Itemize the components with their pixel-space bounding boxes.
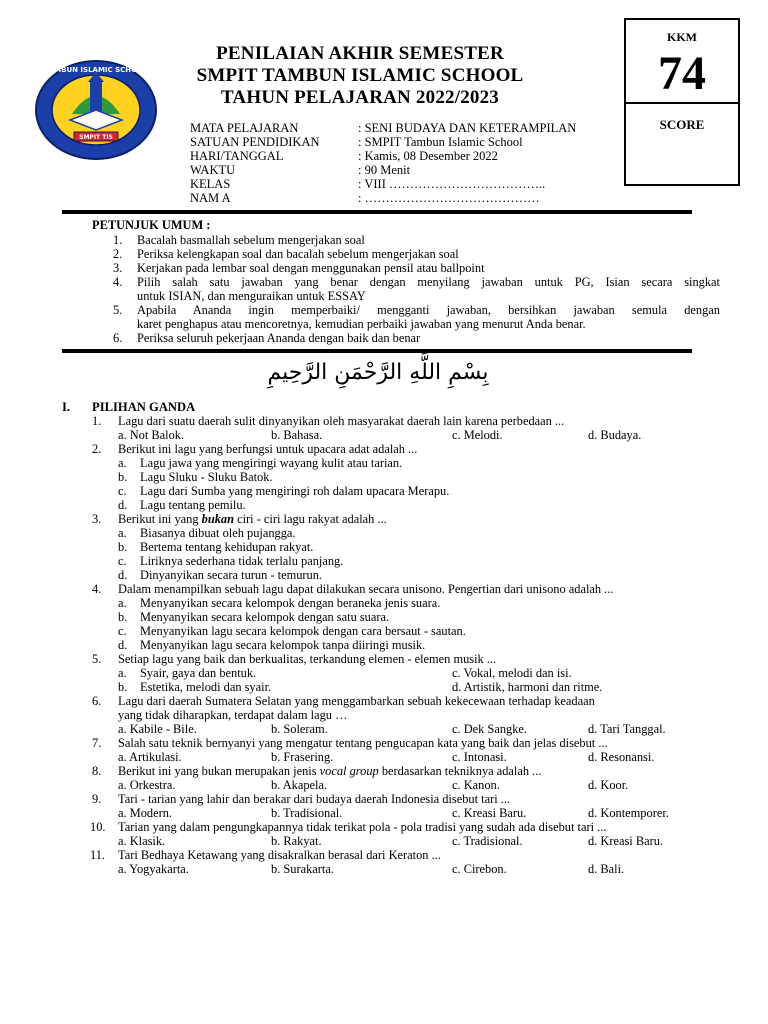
option-c[interactable]: Liriknya sederhana tidak terlalu panjang. <box>140 554 344 568</box>
instr-text: Bacalah basmallah sebelum mengerjakan soal <box>137 233 365 247</box>
option-a[interactable]: a. Not Balok. <box>118 428 185 442</box>
school-logo <box>34 58 158 162</box>
question-text <box>118 512 387 526</box>
option-c[interactable]: c. Melodi. <box>452 428 503 442</box>
instr-text: untuk ISIAN, dan menguraikan untuk ESSAY <box>137 289 366 303</box>
option-d[interactable]: d. Kontemporer. <box>588 806 669 820</box>
option-d[interactable]: d. Budaya. <box>588 428 642 442</box>
option-c[interactable]: c. Kreasi Baru. <box>452 806 527 820</box>
option-letter[interactable]: d. <box>118 498 128 512</box>
logo-banner-text: SMPIT TIS <box>79 134 113 141</box>
instr-text: Kerjakan pada lembar soal dengan menggunakan pensil atau ballpoint <box>137 261 485 275</box>
info-value: : Kamis, 08 Desember 2022 <box>358 149 498 163</box>
option-b[interactable]: Bertema tentang kehidupan rakyat. <box>140 540 314 554</box>
option-b[interactable]: b. Rakyat. <box>271 834 322 848</box>
option-b[interactable]: b. Surakarta. <box>271 862 334 876</box>
option-b[interactable]: Estetika, melodi dan syair. <box>140 680 272 694</box>
option-a[interactable]: Syair, gaya dan bentuk. <box>140 666 257 680</box>
question-text: Tari - tarian yang lahir dan berakar dari budaya daerah Indonesia disebut tari ... <box>118 792 511 806</box>
option-b[interactable]: b. Akapela. <box>271 778 328 792</box>
question-number: 2. <box>92 442 102 456</box>
option-letter[interactable]: a. <box>118 666 127 680</box>
kkm-score-box <box>624 18 740 186</box>
score-label: SCORE <box>659 117 705 132</box>
option-b[interactable]: Menyanyikan secara kelompok dengan satu suara. <box>140 610 390 624</box>
instr-text: Apabila Ananda ingin memperbaiki/ mengganti jawaban, bersihkan jawaban semula dengan <box>137 303 720 317</box>
option-c[interactable]: Lagu dari Sumba yang mengiringi roh dalam upacara Merapu. <box>140 484 450 498</box>
info-key: KELAS <box>190 177 231 191</box>
question-text: Lagu dari daerah Sumatera Selatan yang menggambarkan sebuah kekecewaan terhadap keadaan <box>118 694 595 708</box>
option-b[interactable]: b. Bahasa. <box>271 428 323 442</box>
option-b[interactable]: b. Tradisional. <box>271 806 343 820</box>
option-a[interactable]: a. Orkestra. <box>118 778 176 792</box>
question-number: 1. <box>92 414 102 428</box>
instr-num: 3. <box>113 261 123 275</box>
instr-text: Periksa kelengkapan soal dan bacalah sebelum mengerjakan soal <box>137 247 459 261</box>
kkm-label: KKM <box>667 30 697 44</box>
option-a[interactable]: a. Modern. <box>118 806 173 820</box>
question-text: Tarian yang dalam pengungkapannya tidak terikat pola - pola tradisi yang sudah ada disebut tari ... <box>118 820 607 834</box>
option-d[interactable]: Dinyanyikan secara turun - temurun. <box>140 568 323 582</box>
question-text <box>118 764 541 778</box>
instr-text: Periksa seluruh pekerjaan Ananda dengan baik dan benar <box>137 331 421 345</box>
option-a[interactable]: a. Yogyakarta. <box>118 862 189 876</box>
option-letter[interactable]: d. <box>118 638 128 652</box>
option-c[interactable]: c. Kanon. <box>452 778 500 792</box>
section-title: PILIHAN GANDA <box>92 400 196 414</box>
logo-ring-text: TAMBUN ISLAMIC SCHOOL <box>44 66 148 74</box>
option-c[interactable]: c. Dek Sangke. <box>452 722 528 736</box>
option-letter[interactable]: a. <box>118 526 127 540</box>
option-d[interactable]: Lagu tentang pemilu. <box>140 498 246 512</box>
option-d[interactable]: d. Resonansi. <box>588 750 655 764</box>
question-number: 4. <box>92 582 102 596</box>
option-d[interactable]: Menyanyikan lagu secara kelompok tanpa diiringi musik. <box>140 638 426 652</box>
option-a[interactable]: Biasanya dibuat oleh pujangga. <box>140 526 296 540</box>
question-number: 7. <box>92 736 102 750</box>
question-number: 3. <box>92 512 102 526</box>
option-d[interactable]: d. Tari Tanggal. <box>588 722 666 736</box>
question-text-part: berdasarkan tekniknya adalah ... <box>378 764 542 778</box>
question-number: 11. <box>90 848 106 862</box>
option-c[interactable]: Menyanyikan lagu secara kelompok dengan cara bersaut - sautan. <box>140 624 466 638</box>
info-value[interactable]: : …………………………………… <box>358 191 540 205</box>
option-letter[interactable]: a. <box>118 596 127 610</box>
info-key: HARI/TANGGAL <box>190 149 284 163</box>
instr-text: karet penghapus atau mencoretnya, kemudian perbaiki jawaban yang menurut Anda benar. <box>137 317 586 331</box>
question-text: Salah satu teknik bernyanyi yang mengatur tentang pengucapan kata yang baik dan jelas disebut ... <box>118 736 608 750</box>
exam-title: PENILAIAN AKHIR SEMESTER <box>216 43 504 64</box>
question-number: 6. <box>92 694 102 708</box>
option-a[interactable]: Lagu jawa yang mengiringi wayang kulit atau tarian. <box>140 456 403 470</box>
option-letter[interactable]: b. <box>118 610 128 624</box>
instr-num: 6. <box>113 331 123 345</box>
instr-num: 1. <box>113 233 123 247</box>
question-text-part: ciri - ciri lagu rakyat adalah ... <box>234 512 387 526</box>
info-key: WAKTU <box>190 163 236 177</box>
info-value: : SMPIT Tambun Islamic School <box>358 135 523 149</box>
option-c[interactable]: c. Vokal, melodi dan isi. <box>452 666 572 680</box>
instr-text: Pilih salah satu jawaban yang benar dengan menyilang jawaban untuk PG, Isian secara singkat <box>137 275 720 289</box>
academic-year: TAHUN PELAJARAN 2022/2023 <box>220 87 500 108</box>
option-b[interactable]: b. Frasering. <box>271 750 334 764</box>
option-c[interactable]: c. Cirebon. <box>452 862 507 876</box>
option-a[interactable]: Menyanyikan secara kelompok dengan beraneka jenis suara. <box>140 596 441 610</box>
option-letter[interactable]: d. <box>118 568 128 582</box>
question-text: Lagu dari suatu daerah sulit dinyanyikan oleh masyarakat daerah lain karena perbedaan ... <box>118 414 565 428</box>
info-value: : SENI BUDAYA DAN KETERAMPILAN <box>358 121 577 135</box>
question-number: 9. <box>92 792 102 806</box>
question-number: 5. <box>92 652 102 666</box>
question-text: Berikut ini lagu yang berfungsi untuk upacara adat adalah ... <box>118 442 418 456</box>
info-key: MATA PELAJARAN <box>190 121 299 135</box>
kkm-value: 74 <box>658 47 706 100</box>
instr-num: 4. <box>113 275 123 289</box>
instr-num: 2. <box>113 247 123 261</box>
info-key: NAM A <box>190 191 231 205</box>
option-letter[interactable]: b. <box>118 470 128 484</box>
option-letter[interactable]: b. <box>118 540 128 554</box>
instructions-title: PETUNJUK UMUM : <box>92 218 211 232</box>
option-c[interactable]: c. Tradisional. <box>452 834 523 848</box>
option-letter[interactable]: b. <box>118 680 128 694</box>
bismillah-calligraphy: بِسْمِ اللَّهِ الرَّحْمَنِ الرَّحِيمِ <box>267 360 489 385</box>
option-a[interactable]: a. Kabile - Bile. <box>118 722 197 736</box>
option-d[interactable]: d. Artistik, harmoni dan ritme. <box>452 680 603 694</box>
divider <box>62 210 692 214</box>
option-d[interactable]: d. Koor. <box>588 778 629 792</box>
question-text: yang tidak diharapkan, terdapat dalam lagu … <box>118 708 348 722</box>
option-c[interactable]: c. Intonasi. <box>452 750 507 764</box>
school-name: SMPIT TAMBUN ISLAMIC SCHOOL <box>196 65 524 86</box>
question-text: Dalam menampilkan sebuah lagu dapat dilakukan secara unisono. Pengertian dari unisono adalah ... <box>118 582 614 596</box>
option-a[interactable]: a. Artikulasi. <box>118 750 182 764</box>
question-text-part: Berikut ini yang <box>118 512 202 526</box>
instr-num: 5. <box>113 303 123 317</box>
option-d[interactable]: d. Bali. <box>588 862 625 876</box>
option-letter[interactable]: a. <box>118 456 127 470</box>
option-d[interactable]: d. Kreasi Baru. <box>588 834 664 848</box>
option-letter[interactable]: c. <box>118 624 127 638</box>
option-b[interactable]: b. Soleram. <box>271 722 328 736</box>
kkm-divider <box>626 102 738 104</box>
question-emphasis: vocal group <box>319 764 379 778</box>
divider <box>62 349 692 353</box>
info-value: : 90 Menit <box>358 163 411 177</box>
info-value[interactable]: : VIII ……………………………….. <box>358 177 546 191</box>
question-text-part: Berikut ini yang bukan merupakan jenis <box>118 764 320 778</box>
question-text: Setiap lagu yang baik dan berkualitas, terkandung elemen - elemen musik ... <box>118 652 497 666</box>
info-key: SATUAN PENDIDIKAN <box>190 135 320 149</box>
question-emphasis: bukan <box>201 512 234 526</box>
option-letter[interactable]: c. <box>118 484 127 498</box>
question-number: 10. <box>90 820 106 834</box>
section-number: I. <box>62 400 71 414</box>
option-b[interactable]: Lagu Sluku - Sluku Batok. <box>140 470 273 484</box>
option-a[interactable]: a. Klasik. <box>118 834 166 848</box>
option-letter[interactable]: c. <box>118 554 127 568</box>
question-text: Tari Bedhaya Ketawang yang disakralkan berasal dari Keraton ... <box>118 848 441 862</box>
question-number: 8. <box>92 764 102 778</box>
